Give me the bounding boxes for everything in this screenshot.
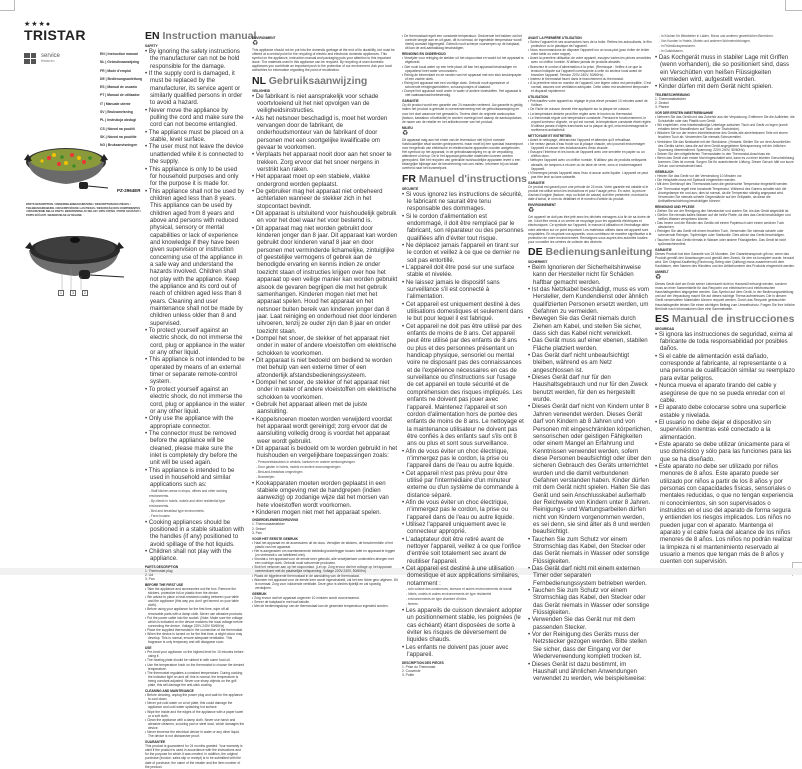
crop-mark xyxy=(785,0,802,11)
column-de-es xyxy=(655,34,795,566)
language-code: ES xyxy=(655,312,670,325)
instruction-bullet: • Le thermostat régule une température constante. Pendant le fonctionnement, le voyant lumineux clignote, ce qui est normal, la température constante étant réglée. N'utilisez jamais d'objets tranchants sur la plaque du gril, cela endommagerait le revêtement antiadhésif. xyxy=(528,116,652,132)
safety-bullet: • Afin de vous éviter un choc électrique, n'immergez pas le cordon, la prise ou l'appareil dans de l'eau ou autre liquide. xyxy=(402,448,524,470)
safety-bullet: • Tauchen Sie zum Schutz vor einem Stromschlag das Kabel, den Stecker oder das Gerät niemals in Wasser oder sonstige Flüssigkeiten. xyxy=(528,587,652,616)
instruction-bullet: • Before using your appliance for the first time, wipe off all removable parts with a damp cloth. Never use abrasive products. xyxy=(145,607,245,615)
instruction-bullet: • Das Innere und die Ränder des Geräts mit einem Papiertuch oder einem weichen Tuch abwischen. xyxy=(655,221,795,229)
instruction-bullet: • À la première mise en marche de l'appareil, une légère odeur est perceptible. C'est normal, assurez une ventilation adéquate. Cette odeur est seulement temporaire et disparaît rapidement. xyxy=(528,81,652,93)
parts-description-heading: PARTS DESCRIPTION / ONDERDELENBESCHRIJVING / DESCRIPTION DES PIÈCES / TEILEBESCHREIBUNG / DESCRIPCIÓN DE LAS PIEZAS / DESCRIÇÃO DOS COMPONENTES / DESCRIZIONE DELLE PARTI / BESKRIVNING AV DELAR / OPIS CZĘŚCI / POPIS SOUČÁSTÍ / POPIS SÚČASTÍ / BESKRIVELSE AV DELENE xyxy=(26,203,141,217)
callout-label: 1 xyxy=(60,291,62,295)
paragraph: Op dit product wordt een garantie van 24 maanden verleend. Uw garantie is geldig indien het product is gebruikt in overeenstemming met de gebruiksaanwijzing en voor het doel waarvoor het gemaakt is. Tevens dient de originele aankoopbon (factuur, kassabon of kwitantie) te worden overlegd met daarop de aankoopdatum, de naam van de retailer en het artikelnummer van het product. xyxy=(402,103,523,124)
part-item: 2. Couvercle xyxy=(402,668,421,673)
subheading: USE xyxy=(145,646,152,651)
safety-bullet: • Das Gerät muss auf einer ebenen, stabilen Fläche platziert werden. xyxy=(528,337,652,352)
language-entry: SV | Bruksanvisning xyxy=(100,110,133,115)
service-grid-icon xyxy=(24,53,36,64)
safety-bullet: • Cet appareil est uniquement destiné à des utilisations domestiques et seulement dans le but pour lequel il est fabriqué. xyxy=(402,301,524,323)
safety-bullet: • Este aparato no debe ser utilizado por niños menores de 8 años. Este aparato puede ser utilizado por niños a partir de los 8 años y por personas con capacidades físicas, sensoriales o mentales reducidas, o que no tengan experiencia ni conocimientos, sin son supervisados o instruidos en el uso del aparato de forma segura y entienden los riesgos implicados. Los niños no pueden jugar con el aparato. Mantenga el aparato y el cable fuera del alcance de los niños menores de 8 años. Los niños no podrán realizar la limpieza ni el mantenimiento reservado al usuario a menos que tengan más de 8 años y cuenten con supervisión. xyxy=(655,463,795,566)
paragraph: Cet appareil ne doit pas être jeté avec les déchets ménagers à la fin de sa durée de vie, il doit être remis à un centre de recyclage pour les appareils électriques et électroniques. Ce symbole sur l'appareil, le manuel d'utilisation et l'emballage attire votre attention sur ce point important. Les matériaux utilisés dans cet appareil sont recyclables. En recyclant vos appareils, vous contribuez de manière significative à la protection de notre environnement. Renseignez-vous auprès des autorités locales pour connaître les centres de collecte des déchets. xyxy=(528,215,652,244)
callout-label: 2 xyxy=(83,291,86,295)
paragraph: Ce produit est garanti pour une période de 24 mois. Votre garantie est valable si le produit est utilisé selon les instructions et pour l'usage prévu. En outre, la preuve d'achat d'origine (facture, reçu ou ticket de caisse) doit être présentée, montrant la date d'achat, le nom du détaillant et le numéro d'article du produit. xyxy=(528,184,649,202)
subheading: AVANT LA PREMIÈRE UTILISATION xyxy=(528,36,582,40)
instruction-bullet: • De l'huile de cuisson devrait être appliquée sur la plaque de cuisson. xyxy=(528,107,652,111)
instruction-bullet: • Clean the appliance with a damp cloth. Never use harsh and abrasive cleaners, scouring pad or steel wool, which damages the device. xyxy=(145,718,245,730)
safety-bullet: • Koppelsnoeren moeten worden verwijderd voordat het apparaat wordt gereinigd; zorg ervoor dat de aansluiting volledig droog is voordat het apparaat weer wordt gebruikt. xyxy=(252,416,398,445)
sub-item: - Staff kitchen areas in shops, offices and other working environments. xyxy=(149,488,228,498)
subheading: ENVIRONMENT xyxy=(252,36,276,40)
safety-bullet: • Si le cordon d'alimentation est endommagé, il doit être remplacé par le fabricant, son réparateur ou des personnes qualifiées afin d'éviter tout risque. xyxy=(402,213,524,242)
part-item: 1. Thermostatstecker xyxy=(655,96,686,101)
part-item: 2. Lid xyxy=(145,572,154,577)
instruction-bullet: • The heating plate should be rubbed in with some food oil. xyxy=(145,658,245,662)
safety-bullet: • Kinder dürfen mit dem Gerät nicht spielen. xyxy=(655,83,795,90)
subheading: UMWELT xyxy=(655,270,669,275)
subheading: DESCRIPTION DES PIÈCES xyxy=(402,660,444,665)
safety-bullet: • This appliance is not intended to be operated by means of an external timer or separate remote-control system. xyxy=(145,356,245,385)
language-entry: CS | Návod na použití xyxy=(100,126,135,131)
instruction-bullet: • Avant le nettoyage, débranchez l'appareil et attendez qu'il refroidisse. xyxy=(528,138,652,142)
column-nl xyxy=(252,34,398,608)
safety-bullet: • Cet appareil n'est pas prévu pour être utilisé par l'intermédiaire d'un minuteur externe ou d'un système de commande à distance séparé. xyxy=(402,470,524,499)
language-entry: PL | Instrukcja obsługi xyxy=(100,118,137,123)
safety-bullet: • Gebruik het apparaat alleen met de juiste aansluiting. xyxy=(252,401,398,416)
sub-item: - Bed-and-breakfast omgevingen. xyxy=(256,469,304,474)
safety-bullet: • By ignoring the safety instructions the manufacturer can not be hold responsible for the damage. xyxy=(145,48,245,70)
instruction-bullet: • Use the temperature knob on the thermostat to choose the desired temperature. xyxy=(145,663,245,671)
paragraph: Dieses Produkt hat eine Garantie von 24 Monaten. Der Garantieanspruch gilt nur, wenn das Produkt gemäß den Anweisungen und gemäß dem Zweck, für den es konzipiert wurde, benutzt wird. Der Original-Kaufbeleg (Rechnung, Beleg oder Quittung) muss zusammen mit dem Kaufdatum, dem Namen des Händlers und der Artikelnummer des Produkts eingereicht werden. xyxy=(655,251,796,268)
paragraph: This product is guaranteed for 24 months granted. Your warranty is valid if the product is used in accordance with the instructions and for the purpose for which it was created. In addition, the original purchase (invoice, sales slip or receipt) is to be submitted with the date of purchase, the name of the retailer and the item number of the product. xyxy=(145,744,243,769)
page-edge xyxy=(0,568,802,575)
safety-bullet: • The connector must be removed before the appliance will be cleaned, please make sure the inlet is completely dry before the unit will be used again. xyxy=(145,430,245,467)
subheading: GUARANTEE xyxy=(145,740,166,745)
instruction-bullet: • Plaats de bijgeleverde thermostaat in de aansluiting van de thermostaat. xyxy=(252,574,398,578)
part-item: 2. Deksel xyxy=(252,526,266,531)
recycle-bin-icon: ♻ xyxy=(252,40,259,47)
sub-item: - In Frühstückspensionen. xyxy=(659,44,696,48)
language-entry: NO | Bruksanvisningen xyxy=(100,143,138,148)
section-title: Instruction manual xyxy=(162,30,257,42)
safety-bullet: • El aparato debe colocarse sobre una superficie estable y nivelada. xyxy=(655,404,795,419)
subheading: REINIGING EN ONDERHOUD xyxy=(402,52,446,57)
instruction-bullet: • Wischen Sie vor der ersten Inbetriebnahme des Geräts alle abnehmbaren Teile mit einem feuchten Tuch ab. Verwenden Sie niemals Scheuermittel. xyxy=(655,131,795,139)
part-item: 1. Thermostat plug xyxy=(145,568,173,573)
safety-bullet: • Si ignora las instrucciones de seguridad, exima al fabricante de toda responsabilidad por posibles daños. xyxy=(655,331,795,353)
instruction-bullet: • Never put cold water on a hot plate; this could damage the appliance and cold water splashing hot surface. xyxy=(145,701,245,709)
logo-wordmark: TRISTAR xyxy=(24,27,86,43)
instruction-bullet: • Die Heizplatte muss mit Speiseöl eingerieben werden. xyxy=(655,178,795,182)
safety-bullet: • Este aparato se debe utilizar únicamente para el uso doméstico y sólo para las funciones para las que se ha diseñado. xyxy=(655,441,795,463)
subheading: GEBRAUCH xyxy=(655,170,674,175)
safety-bullet: • Das Gerät darf nicht unbeaufsichtigt bleiben, während es am Netz angeschlossen ist. xyxy=(528,352,652,374)
instruction-bullet: • Nehmen Sie das Gerät und das Zubehör aus der Verpackung. Entfernen Sie die Aufkleber, die Schutzfolie oder das Plastik vom Gerät. xyxy=(655,115,795,123)
subheading: GARANTIE xyxy=(402,99,419,104)
instruction-bullet: • Place the supplied thermostat in the connection of the thermostat. xyxy=(145,628,245,632)
instruction-bullet: • Préchauffez votre appareil au réglage le plus élevé pendant 10 minutes avant de l'utiliser. xyxy=(528,99,652,107)
sub-item: - In Gutshäusern. xyxy=(659,49,684,53)
safety-bullet: • De gebruiker mag het apparaat niet onbeheerd achterlaten wanneer de stekker zich in het stopcontact bevindt. xyxy=(252,188,398,210)
safety-bullet: • Dit apparaat is bedoeld om te worden gebruikt in het huishouden en vergelijkbare toepassingen zoals: xyxy=(252,445,398,460)
section-title: Gebruiksaanwijzing xyxy=(268,74,368,87)
instruction-bullet: • Haal het apparaat en de accessoires uit de doos. Verwijder de stickers, de beschermfolie of het plastic van het apparaat. xyxy=(252,541,398,549)
instruction-bullet: • Ne versez jamais d'eau froide sur la plaque chaude, ceci pourrait endommager l'appareil et causer des éclaboussures d'eau chaude. xyxy=(528,142,652,150)
safety-bullet: • The user must not leave the device unattended while it is connected to the supply. xyxy=(145,143,245,165)
safety-bullet: • Ne laissez jamais le dispositif sans surveillance s'il est connecté à l'alimentation. xyxy=(402,279,524,301)
instruction-bullet: • Smeer de bakplaat in met wat bakolie. xyxy=(252,600,398,604)
section-title: Bedienungsanleitung xyxy=(545,245,653,258)
subheading: VEILIGHEID xyxy=(252,88,271,93)
section-heading xyxy=(145,30,257,42)
language-entry: FR | Mode d'emploi xyxy=(100,68,131,73)
part-item: 3. Poêle xyxy=(402,672,415,677)
instruction-bullet: • Wenn das Gerät zum ersten Mal eingeschaltet wird, kann es zu einer leichten Geruchsbildung kommen. Dies ist normal. Sorgen Sie für ausreichende Lüftung. Dieser Geruch hält nur kurze Zeit an und verschwindet bald. xyxy=(655,156,795,168)
safety-bullet: • De fabrikant is niet aansprakelijk voor schade voortvloeiend uit het niet opvolgen van de veiligheidsinstructies. xyxy=(252,93,398,115)
instruction-bullet: • N'immergez jamais l'appareil dans l'eau ni aucun autre liquide. L'appareil ne peut pas être lavé au lave-vaisselle. xyxy=(528,171,652,179)
language-entry: PT | Manual de utilizador xyxy=(100,93,140,98)
instruction-bullet: • Nous recommandons de disposer l'appareil sur un sous-plat (pour éviter de brûler votre table ou votre nappe). xyxy=(528,48,652,56)
instruction-bullet: • Mit dem Drehknopf des Thermostats kann die gewünschte Temperatur eingestellt werden. xyxy=(655,182,795,186)
safety-bullet: • Kinderen mogen niet met het apparaat spelen. xyxy=(252,509,398,516)
instruction-bullet: • Met de bedieningsknop van de thermostaat kan de gewenste temperatuur ingesteld worden. xyxy=(252,604,398,608)
subheading: GARANTIE xyxy=(528,180,545,185)
safety-bullet: • El usuario no debe dejar el dispositivo sin supervisión mientras esté conectado a la alimentación. xyxy=(655,419,795,441)
safety-bullet: • L'adaptateur doit être retiré avant de nettoyer l'appareil, veillez à ce que l'orifice d'entrée soit totalement sec avant de réutiliser l'appareil. xyxy=(402,536,524,565)
instruction-bullet: • Branchez le cordon d'alimentation à la prise. (Remarque : Veillez à ce que la tension indiquée sur l'appareil corresponde à celle du secteur local avant de brancher l'appareil. Tension 220V-240V, 50/60Hz) xyxy=(528,65,652,77)
instruction-bullet: • Pre-heat your appliance on the highest level for 10 minutes before using it. xyxy=(145,650,245,658)
part-item: 2. Deckel xyxy=(655,100,669,105)
safety-bullet: • Les appareils de cuisson devraient adopter un positionnement stable, les poignées (le cas échéant) étant disposées de sorte à éviter les risques de déversement de liquides chauds. xyxy=(402,607,524,644)
safety-bullet: • Verwenden Sie das Gerät nur mit dem passenden Stecker. xyxy=(528,616,652,631)
section-title: Manual de instrucciones xyxy=(671,312,795,325)
instruction-bullet: • Het is aangeraden om warmtewerende bekleding/onderlegger tussen tafel en apparaat te leggen (zo verbrandt u uw tafelkleed niet). xyxy=(252,549,398,557)
language-code: NL xyxy=(252,74,266,87)
safety-bullet: • Nunca mueva el aparato tirando del cable y asegúrese de que no se pueda enredar con el cable. xyxy=(655,382,795,404)
safety-bullet: • Never move the appliance by pulling the cord and make sure the cord can not become entangled. xyxy=(145,107,245,129)
safety-bullet: • To protect yourself against an electric shock, do not immerse the cord, plug or appliance in the water or any other liquid. xyxy=(145,327,245,356)
subheading: UTILISATION xyxy=(528,95,548,100)
safety-bullet: • Das Kochgerät muss in stabiler Lage mit Griffen (wenn vorhanden), die so positioniert sind, dass ein Verschütten von heißen Flüssigkeiten vermieden wird, aufgestellt werden. xyxy=(655,54,795,83)
safety-bullet: • If the supply cord is damaged, it must be replaced by the manufacturer, its service agent or similarly qualified persons in order to avoid a hazard. xyxy=(145,70,245,107)
safety-bullet: • Das Gerät darf nicht mit einem externen Timer oder separaten Fernbedienungssystem betrieben werden. xyxy=(528,565,652,587)
safety-bullet: • Ist das Netzkabel beschädigt, muss es vom Hersteller, dem Kundendienst oder ähnlich qualifizierten Personen ersetzt werden, um Gefahren zu vermeiden. xyxy=(528,286,652,315)
safety-bullet: • The appliance must be placed on a stable, level surface. xyxy=(145,129,245,144)
safety-bullet: • This appliance is only to be used for household purposes and only for the purpose it is made for. xyxy=(145,166,245,188)
safety-bullet: • Bewegen Sie das Gerät niemals durch Ziehen am Kabel, und stellen Sie sicher, dass sich das Kabel nicht verwickelt. xyxy=(528,315,652,337)
sub-item: - In Küchen für Mitarbeiter in Läden, Büros und anderen gewerblichen Bereichen. xyxy=(659,34,774,38)
instruction-bullet: • The thermostat regulates a constant temperature. During cooking the indicator light on and off, this is normal, the temperature is being constant adjusted. Never use sharp objects on the grill plate, this will damage the anti-stick coating. xyxy=(145,671,245,687)
instruction-bullet: • Wanneer het apparaat voor de eerste keer wordt ingeschakeld, zal het een lichte geur afgeven. Dit is normaal. Zorg voor voldoende ventilatie. Deze geur is slechts tijdelijk en zal spoedig verdwijnen. xyxy=(252,578,398,590)
instruction-bullet: • Setzen Sie den mitgelieferten Thermostaten in den Thermostat-Anschluss ein. xyxy=(655,152,795,156)
subheading: MILIEU xyxy=(402,125,413,130)
subheading: PARTS DESCRIPTION xyxy=(145,564,179,569)
recycle-bin-icon: ♻ xyxy=(655,274,662,282)
safety-bullet: • Cet appareil ne doit pas être utilisé par des enfants de moins de 8 ans. Cet appareil peut être utilisé par des enfants de 8 ans ou plus et des personnes présentant un handicap physique, sensoriel ou mental voire ne disposant pas des connaissances et de l'expérience nécessaires en cas de surveillance ou d'instructions sur l'usage de cet appareil en toute sécurité et de compréhension des risques impliqués. Les enfants ne doivent pas jouer avec l'appareil. Maintenez l'appareil et son cordon d'alimentation hors de portée des enfants de moins de 8 ans. Le nettoyage et la maintenance utilisateur ne doivent pas être confiés à des enfants sauf s'ils ont 8 ans ou plus et sont sous surveillance. xyxy=(402,323,524,448)
sub-item: - Von Kunden in Hotels, Motels und anderen Wohneinrichtungen. xyxy=(659,39,751,43)
safety-bullet: • Kookapparaten moeten worden geplaatst in een stabiele omgeving met de handgrepen (indien aanwezig) op zodanige wijze dat het morsen van hete vloeistoffen wordt voorkomen. xyxy=(252,480,398,509)
safety-bullet: • Les enfants ne doivent pas jouer avec l'appareil. xyxy=(402,644,524,659)
sub-item: - environnements de type chambre d'hôtes xyxy=(406,597,467,602)
subheading: ONDERDELENBESCHRIJVING xyxy=(252,518,299,523)
instruction-bullet: • Gießen Sie niemals kaltes Wasser auf die heiße Platte, da dies das Gerät beschädigen und heißes Wasser verspritzen könnte. xyxy=(655,213,795,221)
subheading: SÉCURITÉ xyxy=(402,186,419,191)
safety-bullet: • Tauchen Sie zum Schutz vor einem Stromschlag das Kabel, den Stecker oder das Gerät niemals in Wasser oder sonstige Flüssigkeiten. xyxy=(528,536,652,565)
section-heading xyxy=(402,172,528,185)
sub-item: - Door gasten in hotels, motels en andere woonomgevingen. xyxy=(256,464,342,469)
service-url: tristar.eu xyxy=(41,58,55,63)
safety-bullet: • Only use the appliance with the appropriate connector. xyxy=(145,415,245,430)
safety-bullet: • Si vous ignorez les instructions de sécurité, le fabricant ne saurait être tenu responsable des dommages. xyxy=(402,191,524,213)
instruction-bullet: • De thermostaat regelt een constante temperatuur. Gedurende het bakken zal het controle lampje aan en uit gaan, dit is normaal, de ingestelde temperatuur wordt hierbij constant bijgeregeld. Gebruik nooit scherpe voorwerpen op de bakplaat, dit kan de anti-aanbaklaag beschadigen. xyxy=(402,34,524,50)
safety-bullet: • Utilisez l'appareil uniquement avec le connecteur approprié. xyxy=(402,521,524,536)
subheading: TEILEBESCHREIBUNG xyxy=(655,92,690,97)
sub-item: - Farm houses. xyxy=(149,513,171,518)
safety-bullet: • This appliance is intended to be used in household and similar applications such as: xyxy=(145,467,245,489)
language-entry: EN | Instruction manual xyxy=(100,52,138,56)
paragraph: Dit apparaat mag aan het einde van de levensduur niet bij het normale huishoudelijke afval worden gedeponeerd, maar moet bij een speciaal inzamelpunt voor hergebruik van elektrische en elektronische apparaten worden aangeboden. Het symbool op het apparaat, in de gebruiksaanwijzing en op de verpakking attendeert u hierop. De in het apparaat gebruikte materialen kunnen worden gerecycled. Met het recyclen van gebruikte huishoudelijke apparaten levert u een belangrijke bijdrage aan de bescherming van ons milieu. Informeer bij uw lokale overheid naar het inzamelpunt. xyxy=(402,137,523,171)
logo-stars: ★★★● xyxy=(24,21,52,28)
instruction-bullet: • Wir empfehlen, eine hitzebeständige Unterlage zwischen Tisch und Gerät zu legen (somit erhalten keine Brandflecken auf Tisch oder Tischdecke). xyxy=(655,123,795,131)
subheading: REINIGUNG UND PFLEGE xyxy=(655,204,695,209)
column-fr-de xyxy=(528,34,652,683)
sub-item: - fermes. xyxy=(406,602,419,607)
safety-bullet: • Dompel het snoer, de stekker of het apparaat niet onder in water of andere vloeistoffen om elektrische schokken te voorkomen. xyxy=(252,335,398,357)
crop-mark xyxy=(0,0,15,11)
instruction-bullet: • Sluit het netsnoer aan op het stopcontact. (Let op: Zorg ervoor dat het voltage op het apparaat overeenkomt met de plaatselijke netspanning. Voltage 220V-240V, 50/60Hz) xyxy=(252,565,398,573)
instruction-bullet: • Reinigen Sie das Gerät mit einem feuchten Tuch. Verwenden Sie niemals scharfe oder scheuernde Reiniger, Topfreiniger oder Stahlwolle. Dies würde das Gerät beschädigen. xyxy=(655,229,795,237)
instruction-bullet: • Reinig het apparaat met een vochtige doek. Gebruik nooit agressieve of schurende reinigingsmiddelen, schuursponsjes of staalwol. xyxy=(402,81,524,89)
sub-item: - Personeelskeukens in winkels, kantoren en andere werkomgevingen. xyxy=(256,459,356,464)
instruction-bullet: • Never immerse the electrical device in water or any other liquid. The device is not dishwasher proof. xyxy=(145,730,245,738)
language-code: DE xyxy=(528,245,543,258)
part-item: 1. Prise du Thermostat xyxy=(402,664,436,669)
safety-bullet: • Cooking appliances should be positioned in a stable situation with the handles (if any) positioned to avoid spillage of the hot liquids. xyxy=(145,519,245,548)
safety-bullet: • Ne déplacez jamais l'appareil en tirant sur le cordon et veillez à ce que ce dernier ne soit pas entortillé. xyxy=(402,242,524,264)
subheading: VOOR HET EERSTE GEBRUIK xyxy=(252,536,298,541)
instruction-bullet: • Insérez le thermostat fourni dans le branchement du thermostat. xyxy=(528,77,652,81)
subheading: CLEANING AND MAINTENANCE xyxy=(145,689,194,694)
instruction-bullet: • Heizen Sie das Gerät vor der Verwendung 10 Minuten vor. xyxy=(655,174,795,178)
instruction-bullet: • Tauchen Sie das Gerät niemals in Wasser oder andere Flüssigkeiten. Das Gerät ist nicht spülmaschinenfest. xyxy=(655,238,795,246)
safety-bullet: • Verplaats het apparaat nooit door aan het snoer te trekken. Zorg ervoor dat het snoer nergens in verstrikt kan raken. xyxy=(252,151,398,173)
model-number: PZ-2964ER xyxy=(117,188,141,193)
safety-bullet: • Dit apparaat mag niet worden gebruikt door kinderen jonger dan 8 jaar. Dit apparaat kan worden gebruikt door kinderen vanaf 8 jaar en door personen met verminderde lichamelijke, zintuiglijke of geestelijke vermogens of gebrek aan de benodigde ervaring en kennis indien ze onder toezicht staan of instructies krijgen over hoe het apparaat op een veilige manier kan worden gebruikt alsook de gevaren begrijpen die met het gebruik samenhangen. Kinderen mogen niet met het apparaat spelen. Houd het apparaat en het netsnoer buiten bereik van kinderen jonger dan 8 jaar. Laat reiniging en onderhoud niet door kinderen uitvoeren, tenzij ze ouder zijn dan 8 jaar en onder toezicht staan. xyxy=(252,225,398,335)
safety-bullet: • Als het netsnoer beschadigd is, moet het worden vervangen door de fabrikant, de onderhoudsmonteur van de fabrikant of door personen met een soortgelijke kwalificatie om gevaar te voorkomen. xyxy=(252,115,398,152)
sub-item: - Bed and breakfast type environments. xyxy=(149,508,205,513)
instruction-bullet: • Giet nooit koud water op een hete plaat, dit kan het apparaat beschadigen en opspattend heet water veroorzaken. xyxy=(402,65,524,73)
part-callouts xyxy=(58,290,88,296)
column-en xyxy=(145,28,257,769)
language-entry: IT | Manuale utente xyxy=(100,101,131,106)
safety-bullet: • Beim Ignorieren der Sicherheitshinweise kann der Hersteller nicht für Schäden haftbar gemacht werden. xyxy=(528,264,652,286)
sub-item: - coin cuisine des commerces, bureaux et autres environnements de travail xyxy=(406,587,512,592)
safety-bullet: • Dit apparaat is uitsluitend voor huishoudelijk gebruik en voor het doel waar het voor bestemd is. xyxy=(252,210,398,225)
subheading: SICHERHEIT xyxy=(528,259,548,264)
tristar-logo xyxy=(24,21,86,42)
part-item: 3. Pan xyxy=(252,530,262,535)
instruction-bullet: • Dompel het apparaat nooit onder in water of andere vloeistoffen. Het apparaat is niet vaatwasmachinebestendig. xyxy=(402,89,524,97)
instruction-bullet: • Sortez l'appareil et ses accessoires hors de la boîte. Retirez les autocollants, le film protecteur ou le plastique de l'appareil. xyxy=(528,40,652,48)
safety-bullet: • Children shall not play with the appliance. xyxy=(145,548,245,563)
subheading: BEFORE THE FIRST USE xyxy=(145,582,184,587)
instruction-bullet: • Verwijder voor reiniging de stekker uit het stopcontact en wacht tot het apparaat is afgekoeld. xyxy=(402,56,524,64)
safety-bullet: • Dieses Gerät darf nur für den Haushaltsgebrauch und nur für den Zweck benutzt werden, für den es hergestellt wurde. xyxy=(528,374,652,403)
instruction-bullet: • Voordat u het apparaat voor de eerste keer gebruikt, alle verwijderbare onderdelen afvegen met een vochtige doek. Gebruik nooit schurende producten. xyxy=(252,557,398,565)
part-item: 3. Pan xyxy=(145,576,155,581)
safety-bullet: • Vor der Reinigung des Geräts muss der Netzstecker gezogen werden. Bitte stellen Sie sicher, dass der Eingang vor der Wiederverwendung komplett trocken ist. xyxy=(528,631,652,660)
language-entry: DE | Bedienungsanleitung xyxy=(100,76,143,81)
instruction-bullet: • Put the power cable into the socket. (Note: Make sure the voltage which is indicated on the device matches the local voltage before connecting the device. Voltage 220V-240V 50/60Hz) xyxy=(145,616,245,628)
instruction-bullet: • Reinig de binnenkant en de randen van het apparaat met een stuk keukenpapier of een zachte doek. xyxy=(402,73,524,81)
instruction-bullet: • Der Thermostat regelt eine konstante Temperatur. Während des Garens schaltet sich die Anzeigelampe ein und aus; dies ist normal, da die Temperatur ständig angepasst wird. Verwenden Sie niemals scharfe Gegenstände auf der Grillplatte, da diese die Antihaftbeschichtung beschädigen können. xyxy=(655,187,795,203)
sub-item: - By clients in hotels, motels and other residential type environments. xyxy=(149,498,226,508)
service-logo xyxy=(24,53,60,64)
recycle-bin-icon: ♻ xyxy=(528,207,535,215)
section-heading xyxy=(655,313,795,325)
subheading: SEGURIDAD xyxy=(655,326,675,331)
subheading: ENVIRONNEMENT xyxy=(528,203,556,208)
instruction-bullet: • Ziehen Sie vor der Reinigung den Netzstecker und warten Sie, bis das Gerät abgekühlt ist. xyxy=(655,209,795,213)
safety-bullet: • Si el cable de alimentación está dañado, corresponde al fabricante, al representante o a una persona de cualificación similar su reemplazo para evitar peligros. xyxy=(655,353,795,382)
recycle-bin-icon: ♻ xyxy=(402,129,409,137)
sub-item: - hôtels, motels et autres environnements de type résidentiel xyxy=(406,592,492,597)
subheading: SAFETY xyxy=(145,44,158,48)
sub-item: - Boerderijen. xyxy=(256,474,276,479)
instruction-bullet: • Wipe the inside and the edges of the appliance with a paper towel or a soft cloth. xyxy=(145,710,245,718)
safety-bullet: • L'appareil doit être posé sur une surface stable et nivelée. xyxy=(402,264,524,279)
instruction-bullet: • Avant la première utilisation de votre appareil, essuyez toutes les pièces amovibles avec un chiffon humide. N'utilisez jamais de produits abrasifs. xyxy=(528,56,652,64)
column-nl-fr xyxy=(402,34,528,677)
subheading: VOR DER ERSTEN INBETRIEBNAHME xyxy=(655,111,714,115)
safety-bullet: • Dieses Gerät darf nicht von Kindern unter 8 Jahren verwendet werden. Dieses Gerät darf von Kindern ab 8 Jahren und von Personen mit eingeschränkten körperlichen, sensorischen oder geistigen Fähigkeiten oder einem Mangel an Erfahrung und Kenntnissen verwendet werden, sofern diese Personen beaufsichtigt oder über den sicheren Gebrauch des Geräts unterrichtet wurden und die damit verbundenen Gefahren verstanden haben. Kinder dürfen mit dem Gerät nicht spielen. Halten Sie das Gerät und sein Anschlusskabel außerhalb der Reichweite von Kindern unter 8 Jahren. Reinigungs- und Wartungsarbeiten dürfen nicht von Kindern vorgenommen werden, es sei denn, sie sind älter als 8 und werden beaufsichtigt. xyxy=(528,403,652,535)
section-heading xyxy=(252,75,398,87)
paragraph: Dieses Gerät darf am Ende seiner Lebenszeit nicht im Hausmüll entsorgt werden, sondern muss an einer Sammelstelle für das Recyceln von elektrischen und elektronischen Haushaltsgeräten abgegeben werden. Das Symbol auf dem Gerät, in der Bedienungsanleitung und auf der Verpackung macht Sie auf dieses wichtige Thema aufmerksam. Die in diesem Gerät verwendeten Materialien können recycelt werden. Durch das Recyceln gebrauchter Haushaltsgeräte leisten Sie einen wichtigen Beitrag zum Umweltschutz. Fragen Sie Ihre örtliche Behörde nach Informationen über eine Sammelstelle. xyxy=(655,282,795,311)
instruction-bullet: • Verbinden Sie das Netzkabel mit der Steckdose. (Hinweis: Stellen Sie vor dem Anschließen des Geräts sicher, dass die auf dem Gerät angegebene Netzspannung mit der örtlichen Spannung übereinstimmt. Spannung: 220V-240V, 50/60Hz) xyxy=(655,140,795,152)
language-entry: NL | Gebruiksaanwijzing xyxy=(100,60,140,65)
instruction-bullet: • When the device is turned on for the first time, a slight odour may develop. This is normal, ensure adequate ventilation. This fragrance is only temporary and will disappear soon. xyxy=(145,632,245,644)
product-diagram-pan xyxy=(25,222,125,292)
subheading: GEBRUIK xyxy=(252,591,267,596)
instruction-bullet: • La température désirée peut être réglée avec le bouton du thermostat. xyxy=(528,112,652,116)
instruction-bullet: • Take the appliance and accessories out the box. Remove the stickers, protective foil or plastic from the device. xyxy=(145,587,245,595)
instruction-bullet: • Essuyez l'intérieur et les bords de l'appareil avec une serviette en papier ou un chiffon doux. xyxy=(528,150,652,158)
safety-bullet: • Dit apparaat is niet bedoeld om bediend te worden met behulp van een externe timer of een afzonderlijk afstandsbedieningssysteem. xyxy=(252,357,398,379)
subheading: NETTOYAGE ET ENTRETIEN xyxy=(528,133,572,138)
safety-bullet: • Dieses Gerät ist dazu bestimmt, im Haushalt und ähnlichen Anwendungen verwendet zu werden, wie beispielsweise: xyxy=(528,661,652,683)
part-item: 1. Thermostaatstekker xyxy=(252,522,285,527)
section-title: Manuel d'instructions xyxy=(418,172,528,185)
safety-bullet: • Afin de vous éviter un choc électrique, n'immergez pas le cordon, la prise ou l'appareil dans de l'eau ou autre liquide. xyxy=(402,499,524,521)
safety-bullet: • Dompel het snoer, de stekker of het apparaat niet onder in water of andere vloeistoffen om elektrische schokken te voorkomen. xyxy=(252,379,398,401)
instruction-bullet: • Nettoyez l'appareil avec un chiffon humide. N'utilisez pas de produits nettoyants abrasifs, de tampons à récurer ou de laine de verre, ceux-ci endommageant l'appareil. xyxy=(528,158,652,170)
service-label: service xyxy=(41,52,61,59)
language-entry: SK | Návod na použitie xyxy=(100,134,137,139)
instruction-bullet: • We advise to place a heat-resistant coating between your table and the appliance (this way you don't get burned on your table cloth). xyxy=(145,595,245,607)
callout-label: 3 xyxy=(71,291,74,295)
language-code: FR xyxy=(402,172,416,185)
safety-bullet: • Cet appareil est destiné à une utilisation domestique et aux applications similaires, notamment : xyxy=(402,565,524,587)
instruction-bullet: • Before cleaning, unplug the power plug and wait for the appliance to cool down. xyxy=(145,693,245,701)
safety-bullet: • Het apparaat moet op een stabiele, vlakke ondergrond worden geplaatst. xyxy=(252,173,398,188)
section-heading xyxy=(528,246,652,258)
part-item: 3. Pfanne xyxy=(655,104,670,109)
paragraph: This appliance should not be put into the domestic garbage at the end of its durability, but must be offered at a central point for the recycling of electric and electronic domestic appliances. This symbol on the appliance, instruction manual and packaging puts your attention to this important issue. The materials used in this appliance can be recycled. By recycling of used domestic appliances you contribute an important push to the protection of our environment. Ask your local authorities for information regarding the point of recollection. xyxy=(252,48,395,73)
language-entry: ES | Manual de usuario xyxy=(100,85,138,90)
instruction-bullet: • Zorg ervoor dat het apparaat ongeveer 10 minuten wordt voorverwarmd. xyxy=(252,596,398,600)
language-code: EN xyxy=(145,30,160,42)
safety-bullet: • To protect yourself against an electric shock, do not immerse the cord, plug or appliance in the water or any other liquid. xyxy=(145,386,245,415)
product-photo-pan-food xyxy=(24,128,109,198)
safety-bullet: • This appliance shall not be used by children aged less than 8 years. This appliance can be used by children aged from 8 years and above and persons with reduced physical, sensory or mental capabilities or lack of experience and knowledge if they have been given supervision or instruction concerning use of the appliance in a safe way and understand the hazards involved. Children shall not play with the appliance. Keep the appliance and its cord out of reach of children aged less than 8 years. Cleaning and user maintenance shall not be made by children unless older than 8 and supervised. xyxy=(145,188,245,328)
subheading: GARANTIE xyxy=(655,247,672,252)
